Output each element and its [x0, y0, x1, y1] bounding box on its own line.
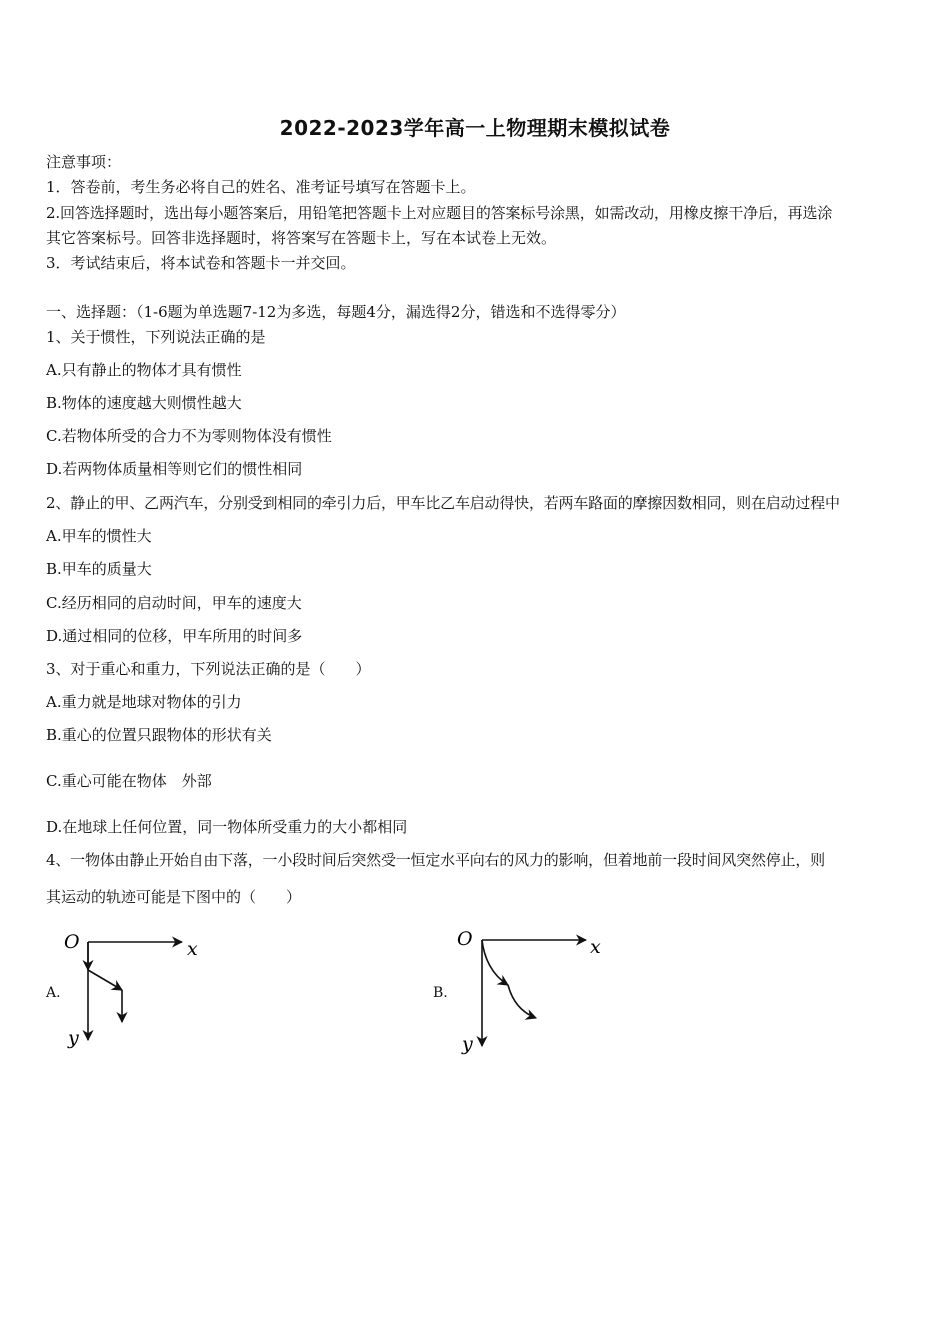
axes-a [88, 942, 182, 1040]
section-heading: 一、选择题：（1-6题为单选题7-12为多选，每题4分，漏选得2分，错选和不选得零分） [46, 303, 626, 321]
question-stem: 4、一物体由静止开始自由下落，一小段时间后突然受一恒定水平向右的风力的影响，但着地前一段时间风突然停止，则 [46, 851, 825, 869]
figure-option-label: A. [46, 985, 61, 1001]
notice-item: 3．考试结束后，将本试卷和答题卡一并交回。 [46, 254, 356, 272]
x-axis-label: x [590, 936, 601, 958]
notice-heading: 注意事项： [46, 153, 122, 171]
origin-label: O [457, 928, 473, 950]
question-stem: 1、关于惯性，下列说法正确的是 [46, 328, 266, 346]
notice-item: 1．答卷前，考生务必将自己的姓名、准考证号填写在答题卡上。 [46, 178, 476, 196]
question-option: A.甲车的惯性大 [46, 527, 152, 545]
y-axis-label: y [68, 1027, 79, 1049]
trajectory-path-b [482, 940, 536, 1018]
axes-b [482, 940, 586, 1046]
question-option: B.物体的速度越大则惯性越大 [46, 394, 242, 412]
question-option: D.若两物体质量相等则它们的惯性相同 [46, 460, 303, 478]
question-option: B.甲车的质量大 [46, 560, 152, 578]
trajectory-path-a [88, 942, 122, 1022]
question-option: C.重心可能在物体 外部 [46, 772, 212, 790]
origin-label: O [64, 931, 80, 953]
question-option: A.重力就是地球对物体的引力 [46, 693, 242, 711]
notice-item: 2.回答选择题时，选出每小题答案后，用铅笔把答题卡上对应题目的答案标号涂黑，如需改动，用橡皮擦干净后，再选涂 [46, 204, 833, 222]
page-title: 2022-2023学年高一上物理期末模拟试卷 [279, 116, 671, 140]
question-stem: 3、对于重心和重力，下列说法正确的是（ ） [46, 660, 371, 678]
figure-option-label: B. [433, 985, 448, 1001]
notice-item: 其它答案标号。回答非选择题时，将答案写在答题卡上，写在本试卷上无效。 [46, 229, 557, 247]
question-option: C.若物体所受的合力不为零则物体没有惯性 [46, 427, 332, 445]
question-stem: 2、静止的甲、乙两汽车，分别受到相同的牵引力后，甲车比乙车启动得快，若两车路面的摩擦因数相同，则在启动过程中 [46, 494, 840, 512]
x-axis-label: x [187, 938, 198, 960]
question-option: C.经历相同的启动时间，甲车的速度大 [46, 594, 302, 612]
question-stem: 其运动的轨迹可能是下图中的（ ） [46, 888, 302, 906]
y-axis-label: y [462, 1033, 473, 1055]
question-option: A.只有静止的物体才具有惯性 [46, 361, 242, 379]
question-option: D.在地球上任何位置，同一物体所受重力的大小都相同 [46, 818, 408, 836]
question-option: D.通过相同的位移，甲车所用的时间多 [46, 627, 303, 645]
question-option: B.重心的位置只跟物体的形状有关 [46, 726, 272, 744]
